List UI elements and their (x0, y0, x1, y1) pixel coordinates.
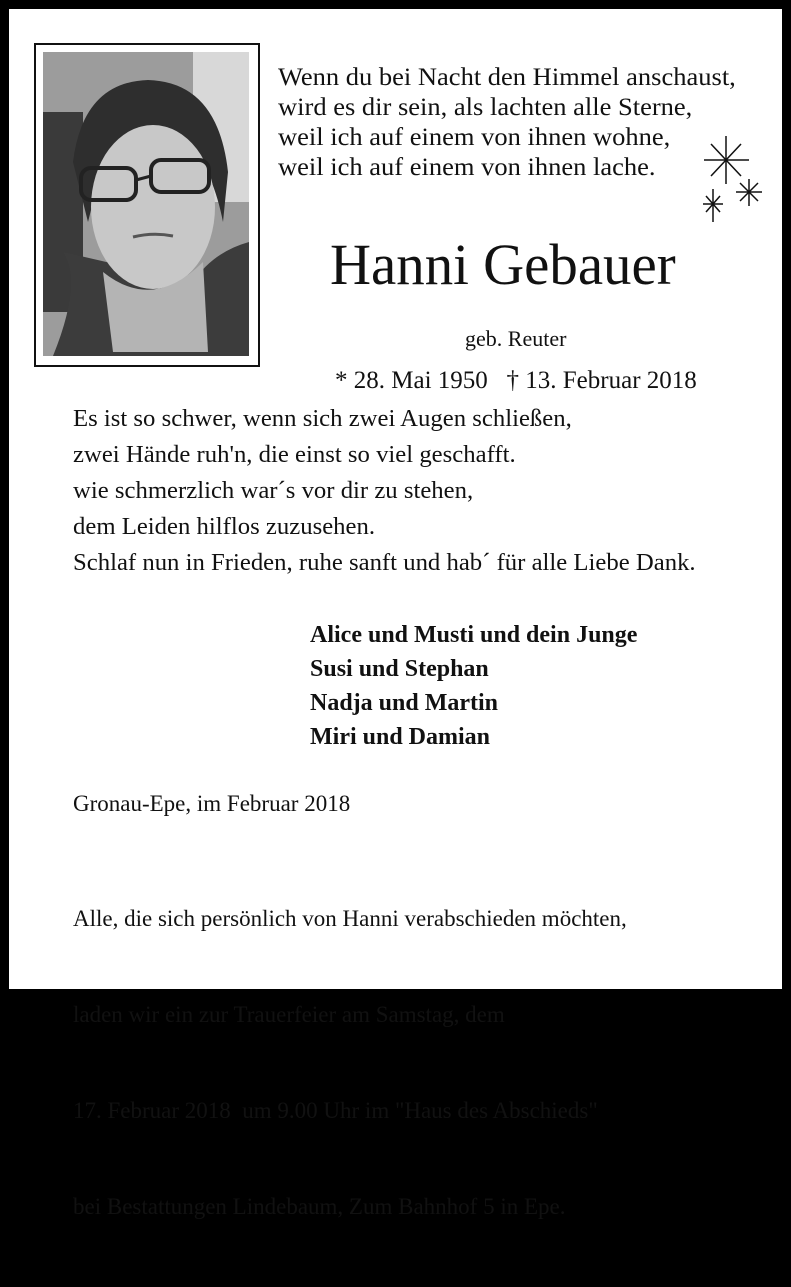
poem-top (278, 63, 736, 183)
info-line: 17. Februar 2018 um 9.00 Uhr im "Haus des Abschieds" (73, 1098, 598, 1123)
family-line: Miri und Damian (310, 724, 491, 750)
poem-line: weil ich auf einem von ihnen lache. (278, 154, 656, 181)
poem-line: Wenn du bei Nacht den Himmel anschaust, (278, 64, 736, 91)
poem-line: zwei Hände ruh'n, die einst so viel geschafft. (73, 442, 516, 468)
family-line: Susi und Stephan (310, 656, 489, 682)
portrait-frame (34, 43, 260, 367)
deceased-name: Hanni Gebauer (330, 232, 676, 297)
poem-line: wird es dir sein, als lachten alle Sterne, (278, 94, 693, 121)
funeral-info (73, 839, 627, 1287)
family-signatures (310, 618, 637, 754)
poem-line: Es ist so schwer, wenn sich zwei Augen schließen, (73, 406, 572, 432)
poem-line: dem Leiden hilflos zuzusehen. (73, 514, 376, 540)
portrait-image (43, 52, 249, 356)
poem-line: weil ich auf einem von ihnen wohne, (278, 124, 671, 151)
life-dates: * 28. Mai 1950 † 13. Februar 2018 (335, 367, 697, 394)
poem-line: wie schmerzlich war´s vor dir zu stehen, (73, 478, 474, 504)
family-line: Alice und Musti und dein Junge (310, 622, 638, 648)
info-line: Alle, die sich persönlich von Hanni verabschieden möchten, (73, 906, 627, 931)
obituary-notice (9, 9, 782, 1219)
maiden-name: geb. Reuter (465, 326, 567, 351)
poem-line: Schlaf nun in Frieden, ruhe sanft und hab´ für alle Liebe Dank. (73, 550, 696, 576)
place-date: Gronau-Epe, im Februar 2018 (73, 791, 351, 816)
stars-icon (699, 134, 774, 229)
poem-bottom (73, 401, 696, 581)
info-line: bei Bestattungen Lindebaum, Zum Bahnhof 5 in Epe. (73, 1194, 566, 1219)
portrait-photo (43, 52, 249, 356)
family-line: Nadja und Martin (310, 690, 499, 716)
info-line: laden wir ein zur Trauerfeier am Samstag, dem (73, 1002, 505, 1027)
